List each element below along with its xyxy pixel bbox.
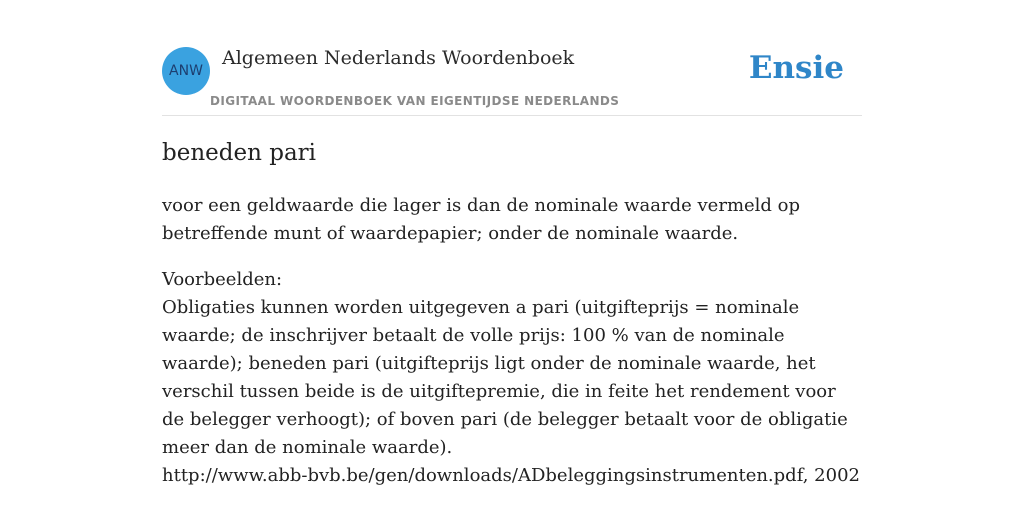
entry-definition: voor een geldwaarde die lager is dan de nominale waarde vermeld op betreffende munt of waardepapier; onder de nominale waarde. <box>162 195 801 244</box>
ensie-brand-link[interactable]: Ensie <box>748 50 844 86</box>
logo-text: ANW <box>169 63 203 79</box>
dictionary-title[interactable]: Algemeen Nederlands Woordenboek <box>222 47 575 69</box>
example-source[interactable]: http://www.abb-bvb.be/gen/downloads/ADbeleggingsinstrumenten.pdf, 2002 <box>162 465 860 486</box>
entry-term: beneden pari <box>162 140 317 166</box>
example-text: Obligaties kunnen worden uitgegeven a pari (uitgifteprijs = nominale waarde; de inschrijver betaalt de volle prijs: 100 % van de nominale waarde); beneden pari (uitgifteprijs ligt onder de nominale waarde, het verschil tussen beide is de uitgiftepremie, die in feite het rendement voor de belegger verhoogt); of boven pari (de belegger betaalt voor de obligatie meer dan de nominale waarde). <box>162 297 848 458</box>
dictionary-subtitle: DIGITAAL WOORDENBOEK VAN EIGENTIJDSE NEDERLANDS <box>210 94 620 108</box>
entry-content <box>162 192 862 490</box>
examples-block <box>162 266 862 490</box>
examples-label: Voorbeelden: <box>162 269 283 290</box>
dictionary-header <box>162 44 862 116</box>
anw-logo[interactable] <box>162 47 210 95</box>
